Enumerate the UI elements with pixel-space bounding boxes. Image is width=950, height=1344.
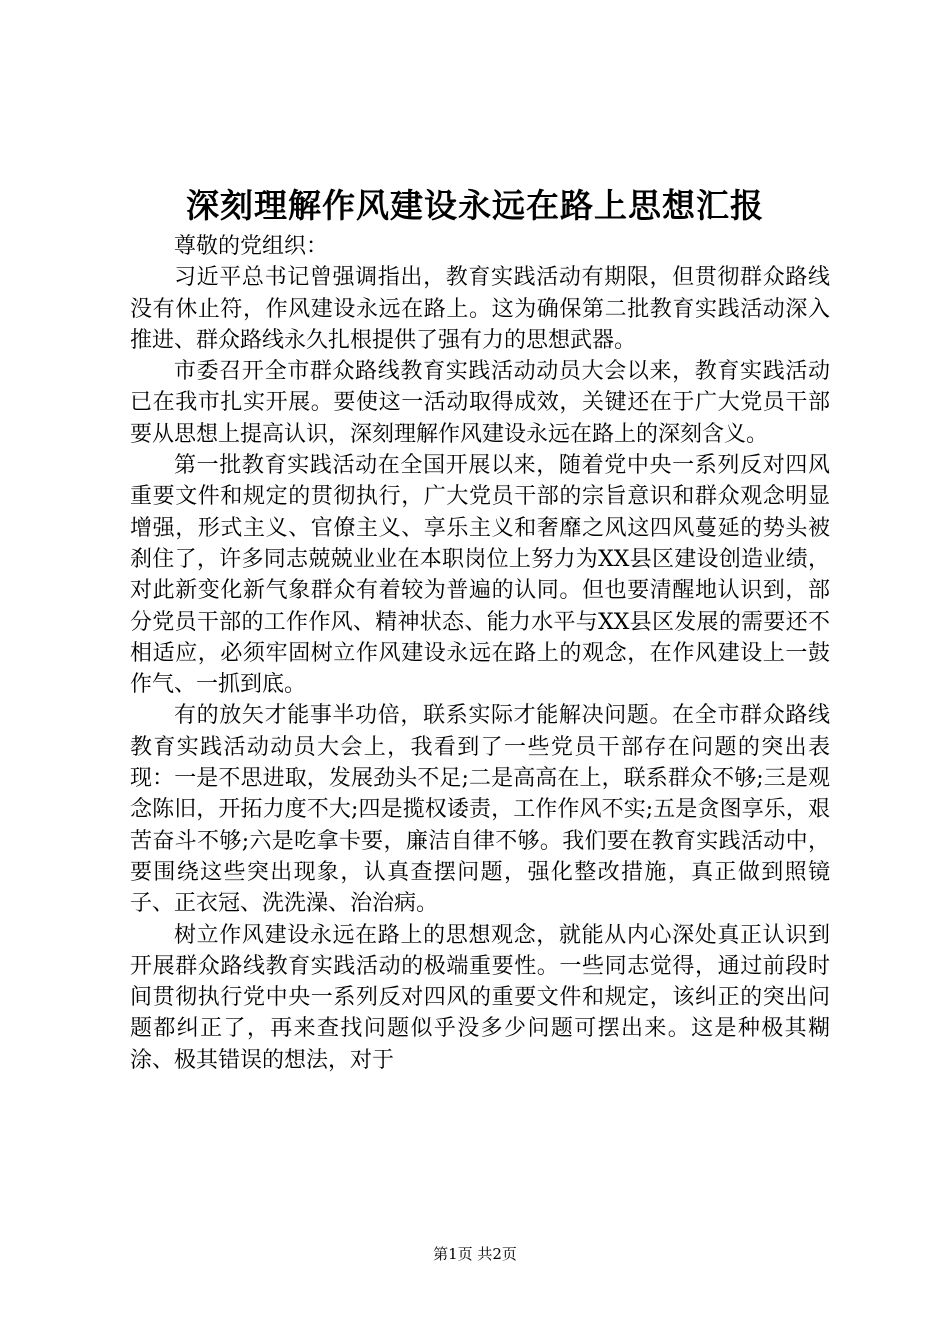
paragraph-1: 习近平总书记曾强调指出，教育实践活动有期限，但贯彻群众路线没有休止符，作风建设永远在路上。这为确保第二批教育实践活动深入推进、群众路线永久扎根提供了强有力的思想武器。 xyxy=(130,265,830,353)
paragraph-4: 有的放矢才能事半功倍，联系实际才能解决问题。在全市群众路线教育实践活动动员大会上，我看到了一些党员干部存在问题的突出表现：一是不思进取，发展劲头不足;二是高高在上，联系群众不够;三是观念陈旧，开拓力度不大;四是揽权诿责，工作作风不实;五是贪图享乐，艰苦奋斗不够;六是吃拿卡要，廉洁自律不够。我们要在教育实践活动中，要围绕这些突出现象，认真查摆问题，强化整改措施，真正做到照镜子、正衣冠、洗洗澡、治治病。 xyxy=(130,703,830,917)
page-indicator: 第1页 共2页 xyxy=(433,1245,517,1263)
page-footer xyxy=(0,1244,950,1264)
document-body xyxy=(130,231,830,1076)
document-title: 深刻理解作风建设永远在路上思想汇报 xyxy=(186,186,764,225)
paragraph-5: 树立作风建设永远在路上的思想观念，就能从内心深处真正认识到开展群众路线教育实践活动的极端重要性。一些同志觉得，通过前段时间贯彻执行党中央一系列反对四风的重要文件和规定，该纠正的突出问题都纠正了，再来查找问题似乎没多少问题可摆出来。这是种极其糊涂、极其错误的想法，对于 xyxy=(130,922,830,1073)
salutation: 尊敬的党组织： xyxy=(174,234,329,259)
paragraph-3: 第一批教育实践活动在全国开展以来，随着党中央一系列反对四风重要文件和规定的贯彻执行，广大党员干部的宗旨意识和群众观念明显增强，形式主义、官僚主义、享乐主义和奢靡之风这四风蔓延的势头被刹住了，许多同志兢兢业业在本职岗位上努力为XX县区建设创造业绩，对此新变化新气象群众有着较为普遍的认同。但也要清醒地认识到，部分党员干部的工作作风、精神状态、能力水平与XX县区发展的需要还不相适应，必须牢固树立作风建设永远在路上的观念，在作风建设上一鼓作气、一抓到底。 xyxy=(130,453,830,698)
paragraph-2: 市委召开全市群众路线教育实践活动动员大会以来，教育实践活动已在我市扎实开展。要使这一活动取得成效，关键还在于广大党员干部要从思想上提高认识，深刻理解作风建设永远在路上的深刻含义。 xyxy=(130,359,830,447)
